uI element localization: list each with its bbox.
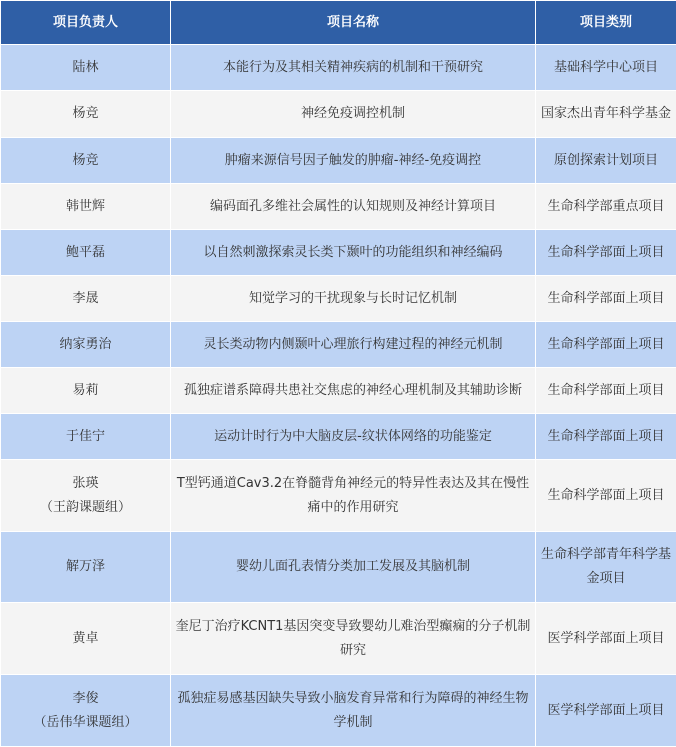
project-category-cell: 医学科学部面上项目 [536,675,676,747]
project-name-cell: 婴幼儿面孔表情分类加工发展及其脑机制 [171,532,536,603]
table-row [1,460,676,532]
leader-cell [1,460,171,532]
project-category-cell: 生命科学部面上项目 [536,230,676,276]
project-name-cell: 知觉学习的干扰现象与长时记忆机制 [171,276,536,322]
table-row [1,138,676,184]
project-name-cell: 灵长类动物内侧颞叶心理旅行构建过程的神经元机制 [171,322,536,368]
project-name-cell: 孤独症谱系障碍共患社交焦虑的神经心理机制及其辅助诊断 [171,368,536,414]
leader-cell: 黄卓 [1,603,171,675]
table-row [1,603,676,675]
table-row [1,45,676,91]
table-row [1,184,676,230]
project-name-cell: 奎尼丁治疗KCNT1基因突变导致婴幼儿难治型癫痫的分子机制研究 [171,603,536,675]
table-row [1,532,676,603]
project-name-cell: 肿瘤来源信号因子触发的肿瘤-神经-免疫调控 [171,138,536,184]
project-category-cell: 基础科学中心项目 [536,45,676,91]
leader-cell: 易莉 [1,368,171,414]
table-row [1,276,676,322]
project-name-cell: 运动计时行为中大脑皮层-纹状体网络的功能鉴定 [171,414,536,460]
leader-cell [1,675,171,747]
project-category-cell: 生命科学部面上项目 [536,322,676,368]
leader-cell: 韩世辉 [1,184,171,230]
project-name-cell: 编码面孔多维社会属性的认知规则及神经计算项目 [171,184,536,230]
project-name-cell: 神经免疫调控机制 [171,91,536,138]
project-name-cell: 本能行为及其相关精神疾病的机制和干预研究 [171,45,536,91]
table-row [1,91,676,138]
table-row [1,368,676,414]
header-project-name: 项目名称 [171,1,536,45]
project-name-cell: T型钙通道Cav3.2在脊髓背角神经元的特异性表达及其在慢性痛中的作用研究 [171,460,536,532]
leader-cell: 杨竞 [1,91,171,138]
leader-name: 张瑛 [3,472,168,496]
project-category-cell: 医学科学部面上项目 [536,603,676,675]
project-name-cell: 孤独症易感基因缺失导致小脑发育异常和行为障碍的神经生物学机制 [171,675,536,747]
leader-cell: 陆林 [1,45,171,91]
table-row [1,675,676,747]
leader-cell: 解万泽 [1,532,171,603]
leader-name: 李俊 [3,687,168,711]
leader-cell: 鲍平磊 [1,230,171,276]
table-row [1,322,676,368]
table-row [1,230,676,276]
header-project-category: 项目类别 [536,1,676,45]
table-row [1,414,676,460]
leader-cell: 李晟 [1,276,171,322]
leader-cell: 于佳宁 [1,414,171,460]
project-category-cell: 原创探索计划项目 [536,138,676,184]
leader-group-note: （王韵课题组） [3,496,168,520]
leader-cell: 纳家勇治 [1,322,171,368]
project-category-cell: 生命科学部面上项目 [536,368,676,414]
project-name-cell: 以自然刺激探索灵长类下颞叶的功能组织和神经编码 [171,230,536,276]
project-category-cell: 生命科学部青年科学基金项目 [536,532,676,603]
leader-group-note: （岳伟华课题组） [3,711,168,735]
project-category-cell: 生命科学部面上项目 [536,276,676,322]
project-category-cell: 生命科学部面上项目 [536,460,676,532]
project-category-cell: 生命科学部重点项目 [536,184,676,230]
project-category-cell: 生命科学部面上项目 [536,414,676,460]
project-category-cell: 国家杰出青年科学基金 [536,91,676,138]
table-header-row [1,1,676,45]
header-leader: 项目负责人 [1,1,171,45]
leader-cell: 杨竞 [1,138,171,184]
